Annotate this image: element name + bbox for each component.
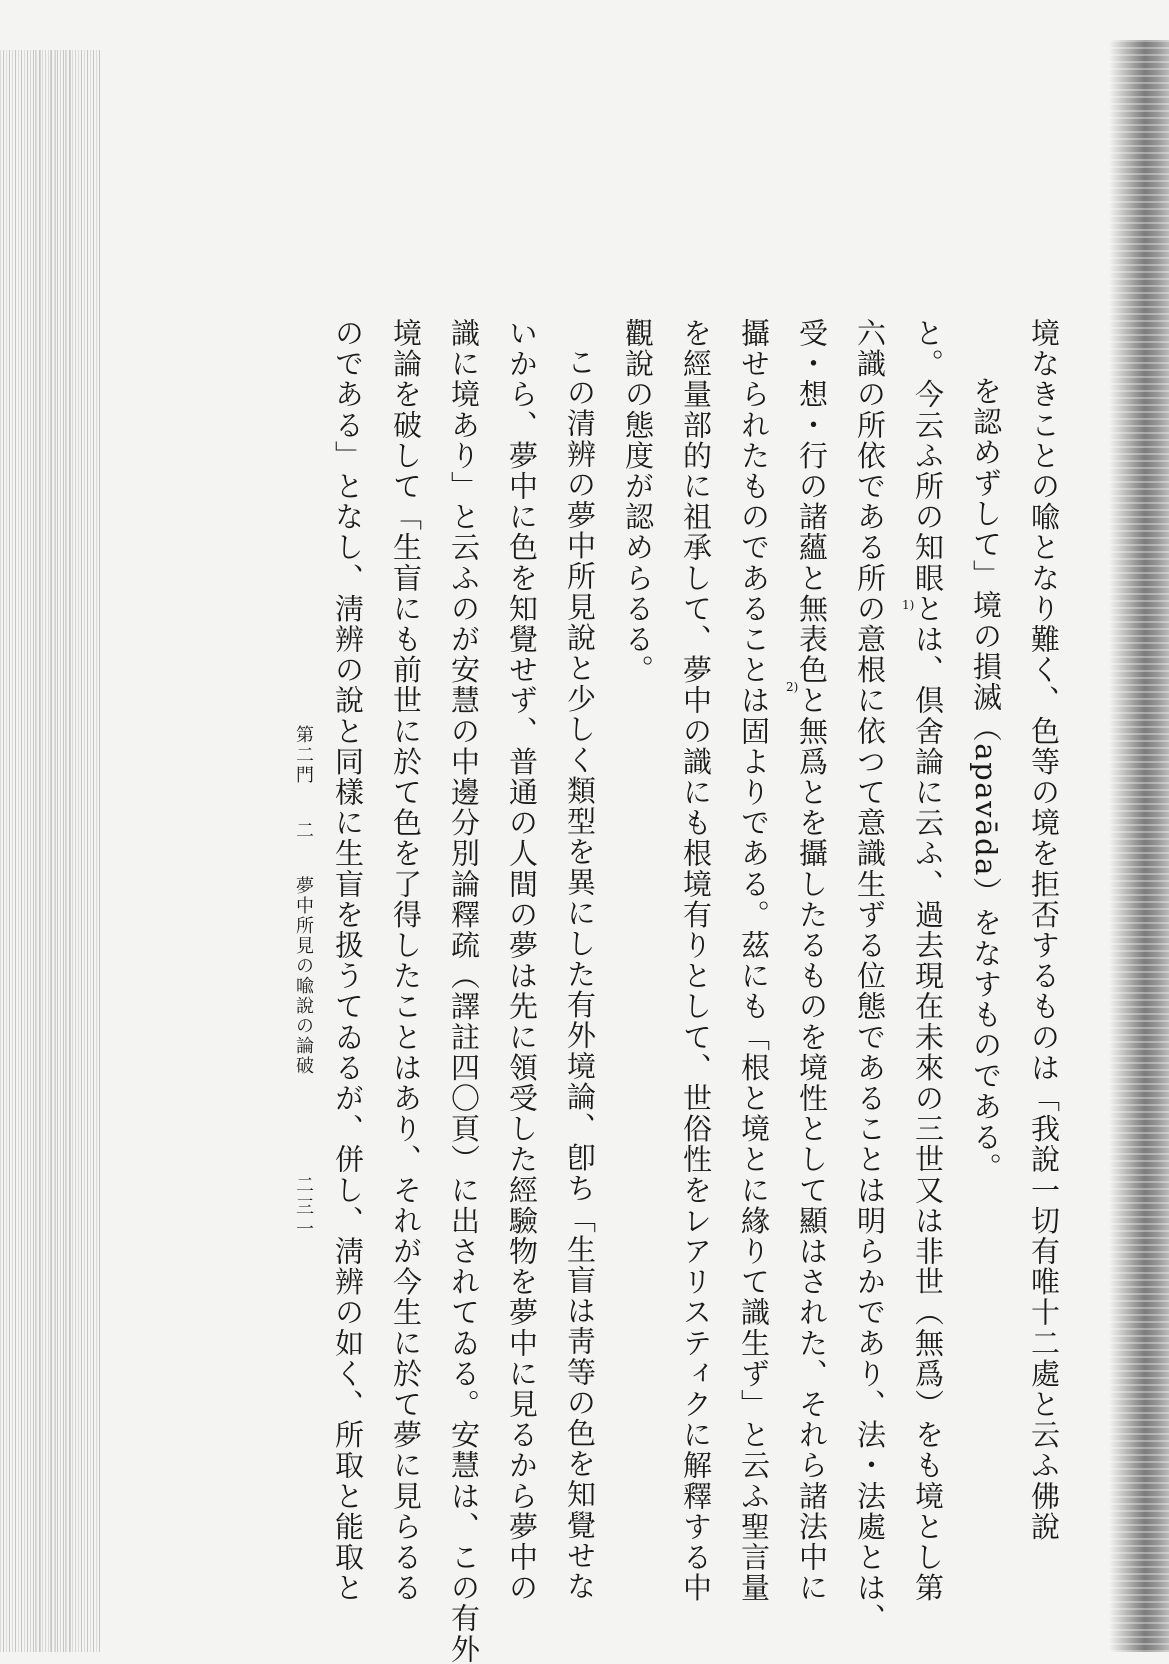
footer-chapter: 二	[293, 820, 314, 841]
text-line: 受・想・行の諸蘊と無表色と無爲とを攝したるものを境性として顯はされた、それら諸法中に	[795, 318, 829, 1604]
text-line: 識に境あり」と云ふのが安慧の中邊分別論釋疏（譯註四〇頁）に出されてゐる。安慧は、この有外	[447, 318, 481, 1664]
text-line: と。今云ふ所の知眼とは、倶舍論に云ふ、過去現在未來の三世又は非世（無爲）をも境とし第	[911, 318, 945, 1604]
footer-title: 夢中所見の喩說の論破	[293, 875, 314, 1076]
text-line: 觀說の態度が認めらるる。	[621, 318, 655, 686]
text-line: を經量部的に祖承して、夢中の識にも根境有りとして、世俗性をレアリスティクに解釋する中	[679, 318, 713, 1604]
scan-page-edge	[1109, 40, 1169, 1652]
text-line: 六識の所依である所の意根に依つて意識生ずる位態であることは明らかであり、法・法處とは、	[853, 318, 887, 1634]
text-line: 境なきことの喩となり難く、色等の境を拒否するものは「我說一切有唯十二處と云ふ佛說	[1027, 318, 1061, 1542]
text-line: 境論を破して「生盲にも前世に於て色を了得したことはあり、それが今生に於て夢に見らるる	[389, 318, 423, 1604]
body-text	[319, 318, 1073, 1664]
footnote-marker-1: 1)	[902, 598, 915, 612]
text-line: いから、夢中に色を知覺せず、普通の人間の夢は先に領受した經驗物を夢中に見るから夢中の	[505, 318, 539, 1604]
footnote-marker-2: 2)	[786, 680, 799, 694]
running-footer	[290, 725, 316, 1076]
text-line: のである」となし、淸辨の說と同樣に生盲を扱うてゐるが、併し、淸辨の如く、所取と能取と	[331, 318, 365, 1604]
page-number: 二三一	[293, 1175, 314, 1241]
footer-section: 第二門	[293, 725, 314, 785]
text-line: を認めずして」境の損滅（apavāda）をなすものである。	[969, 376, 1003, 1184]
text-line: 攝せられたものであることは固よりである。茲にも「根と境とに緣りて識生ず」と云ふ聖言量	[737, 318, 771, 1604]
text-line: この清辨の夢中所見說と少しく類型を異にした有外境論、卽ち「生盲は靑等の色を知覺せな	[563, 347, 597, 1602]
scan-binding-edge	[0, 50, 100, 1652]
